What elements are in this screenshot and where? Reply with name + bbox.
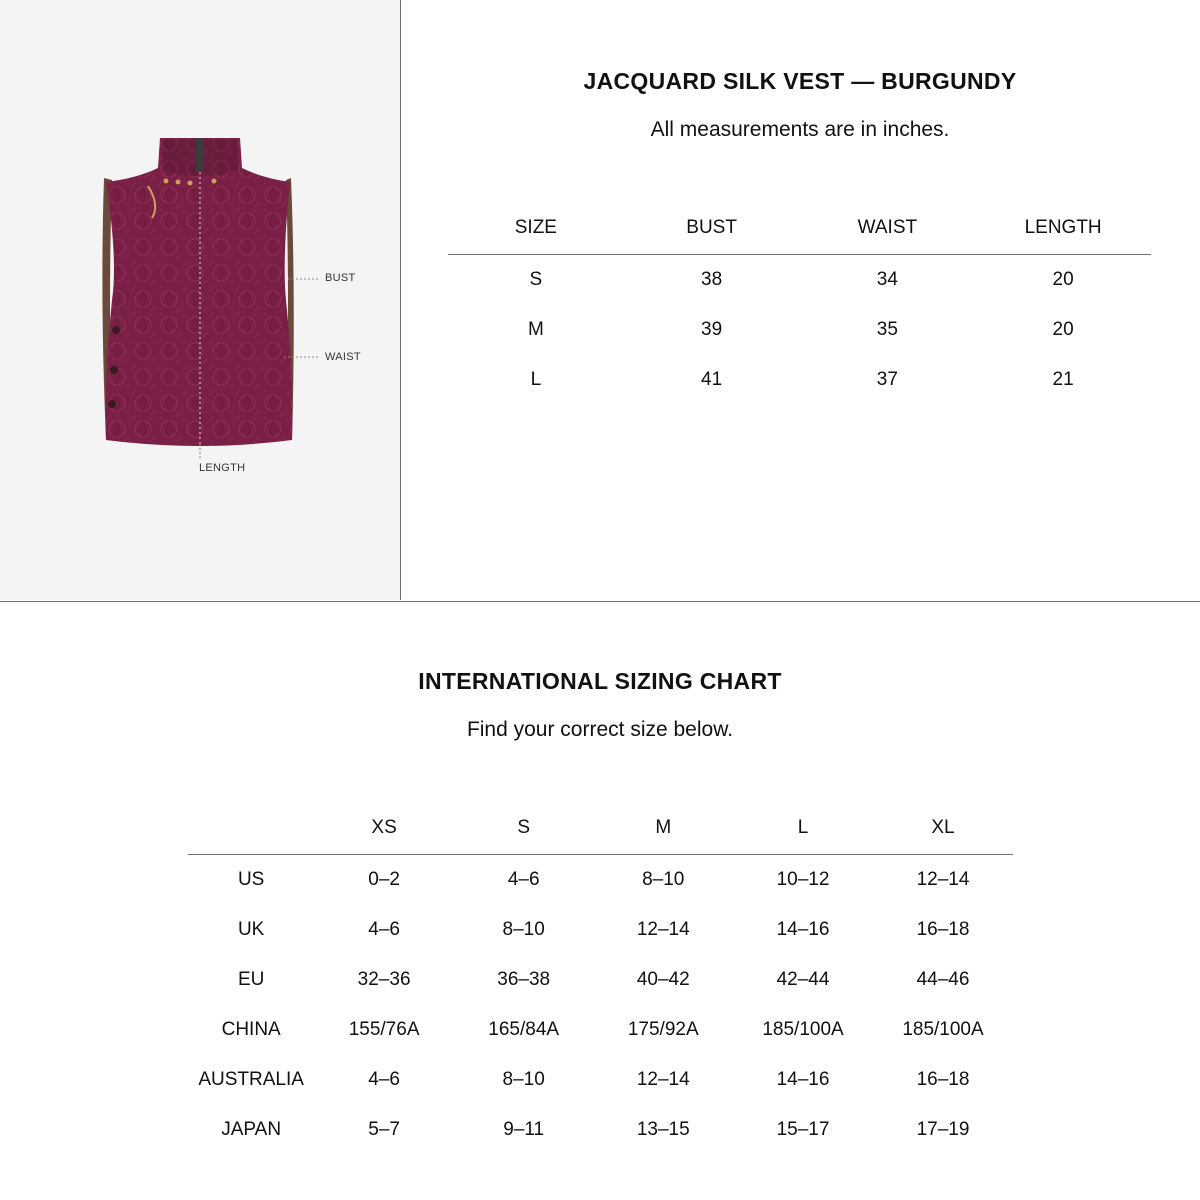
table-cell: 37 (876, 369, 898, 390)
table-cell: 8–10 (502, 919, 545, 940)
table-cell: 8–10 (502, 1069, 545, 1090)
column-header-xs: XS (314, 802, 454, 855)
table-cell: 165/84A (488, 1019, 560, 1040)
table-cell: 14–16 (776, 919, 830, 940)
table-cell: 41 (701, 369, 723, 390)
table-cell: 185/100A (902, 1019, 984, 1040)
table-cell: S (529, 269, 543, 290)
size-measurement-table (448, 202, 1151, 405)
table-row (188, 1005, 1013, 1055)
table-cell: 12–14 (636, 1069, 690, 1090)
table-cell: 20 (1052, 269, 1074, 290)
column-header-l: L (733, 802, 873, 855)
column-header-size: SIZE (448, 202, 624, 255)
bust-measure-label: BUST (325, 272, 356, 284)
intl-chart-title: INTERNATIONAL SIZING CHART (418, 668, 782, 694)
column-header-xl: XL (873, 802, 1013, 855)
table-cell: 36–38 (497, 969, 551, 990)
table-cell: 12–14 (916, 869, 970, 890)
table-row (448, 305, 1151, 355)
region-label: US (237, 869, 265, 890)
table-cell: 32–36 (357, 969, 411, 990)
table-cell: 21 (1052, 369, 1074, 390)
table-header-row (448, 202, 1151, 255)
intl-chart-subtitle: Find your correct size below. (466, 718, 734, 741)
table-cell: 10–12 (776, 869, 830, 890)
length-measure-label: LENGTH (199, 462, 246, 474)
table-cell: 16–18 (916, 919, 970, 940)
region-label: AUSTRALIA (198, 1069, 304, 1090)
column-header-m: M (593, 802, 733, 855)
table-cell: 15–17 (776, 1119, 830, 1140)
table-cell: 13–15 (636, 1119, 690, 1140)
region-label: CHINA (221, 1019, 281, 1040)
table-cell: 9–11 (503, 1119, 545, 1140)
table-cell: 4–6 (368, 1069, 400, 1090)
table-cell: 42–44 (776, 969, 830, 990)
table-row (188, 905, 1013, 955)
table-row (188, 855, 1013, 906)
table-row (188, 1105, 1013, 1155)
table-header-row (188, 802, 1013, 855)
column-header-waist: WAIST (800, 202, 976, 255)
table-cell: 185/100A (762, 1019, 844, 1040)
table-cell: M (527, 319, 544, 340)
table-cell: 44–46 (916, 969, 970, 990)
table-cell: 4–6 (507, 869, 540, 890)
table-cell: 34 (876, 269, 898, 290)
table-cell: 4–6 (368, 919, 400, 940)
table-cell: 12–14 (636, 919, 690, 940)
table-row (188, 955, 1013, 1005)
column-header-s: S (454, 802, 594, 855)
table-cell: 175/92A (627, 1019, 699, 1040)
vest-illustration (0, 0, 400, 600)
table-cell: 40–42 (636, 969, 690, 990)
table-cell: 8–10 (642, 869, 685, 890)
table-cell: 0–2 (368, 869, 400, 890)
column-header-region (188, 802, 314, 855)
table-cell: 20 (1052, 319, 1074, 340)
table-row (448, 355, 1151, 405)
region-label: EU (237, 969, 265, 990)
table-cell: L (530, 369, 542, 390)
table-cell: 16–18 (916, 1069, 970, 1090)
measurements-note: All measurements are in inches. (650, 118, 950, 141)
table-row (448, 255, 1151, 306)
column-header-length: LENGTH (975, 202, 1151, 255)
table-cell: 38 (701, 269, 723, 290)
region-label: UK (237, 919, 265, 940)
table-cell: 39 (701, 319, 723, 340)
region-label: JAPAN (221, 1119, 282, 1140)
table-cell: 14–16 (776, 1069, 830, 1090)
table-cell: 17–19 (916, 1119, 970, 1140)
column-header-bust: BUST (624, 202, 800, 255)
table-cell: 35 (876, 319, 898, 340)
product-image-panel (0, 0, 401, 600)
table-row (188, 1055, 1013, 1105)
waist-measure-label: WAIST (325, 351, 361, 363)
product-title: JACQUARD SILK VEST — BURGUNDY (583, 68, 1017, 94)
table-cell: 5–7 (368, 1119, 400, 1140)
international-sizing-table (188, 802, 1013, 1155)
table-cell: 155/76A (348, 1019, 420, 1040)
